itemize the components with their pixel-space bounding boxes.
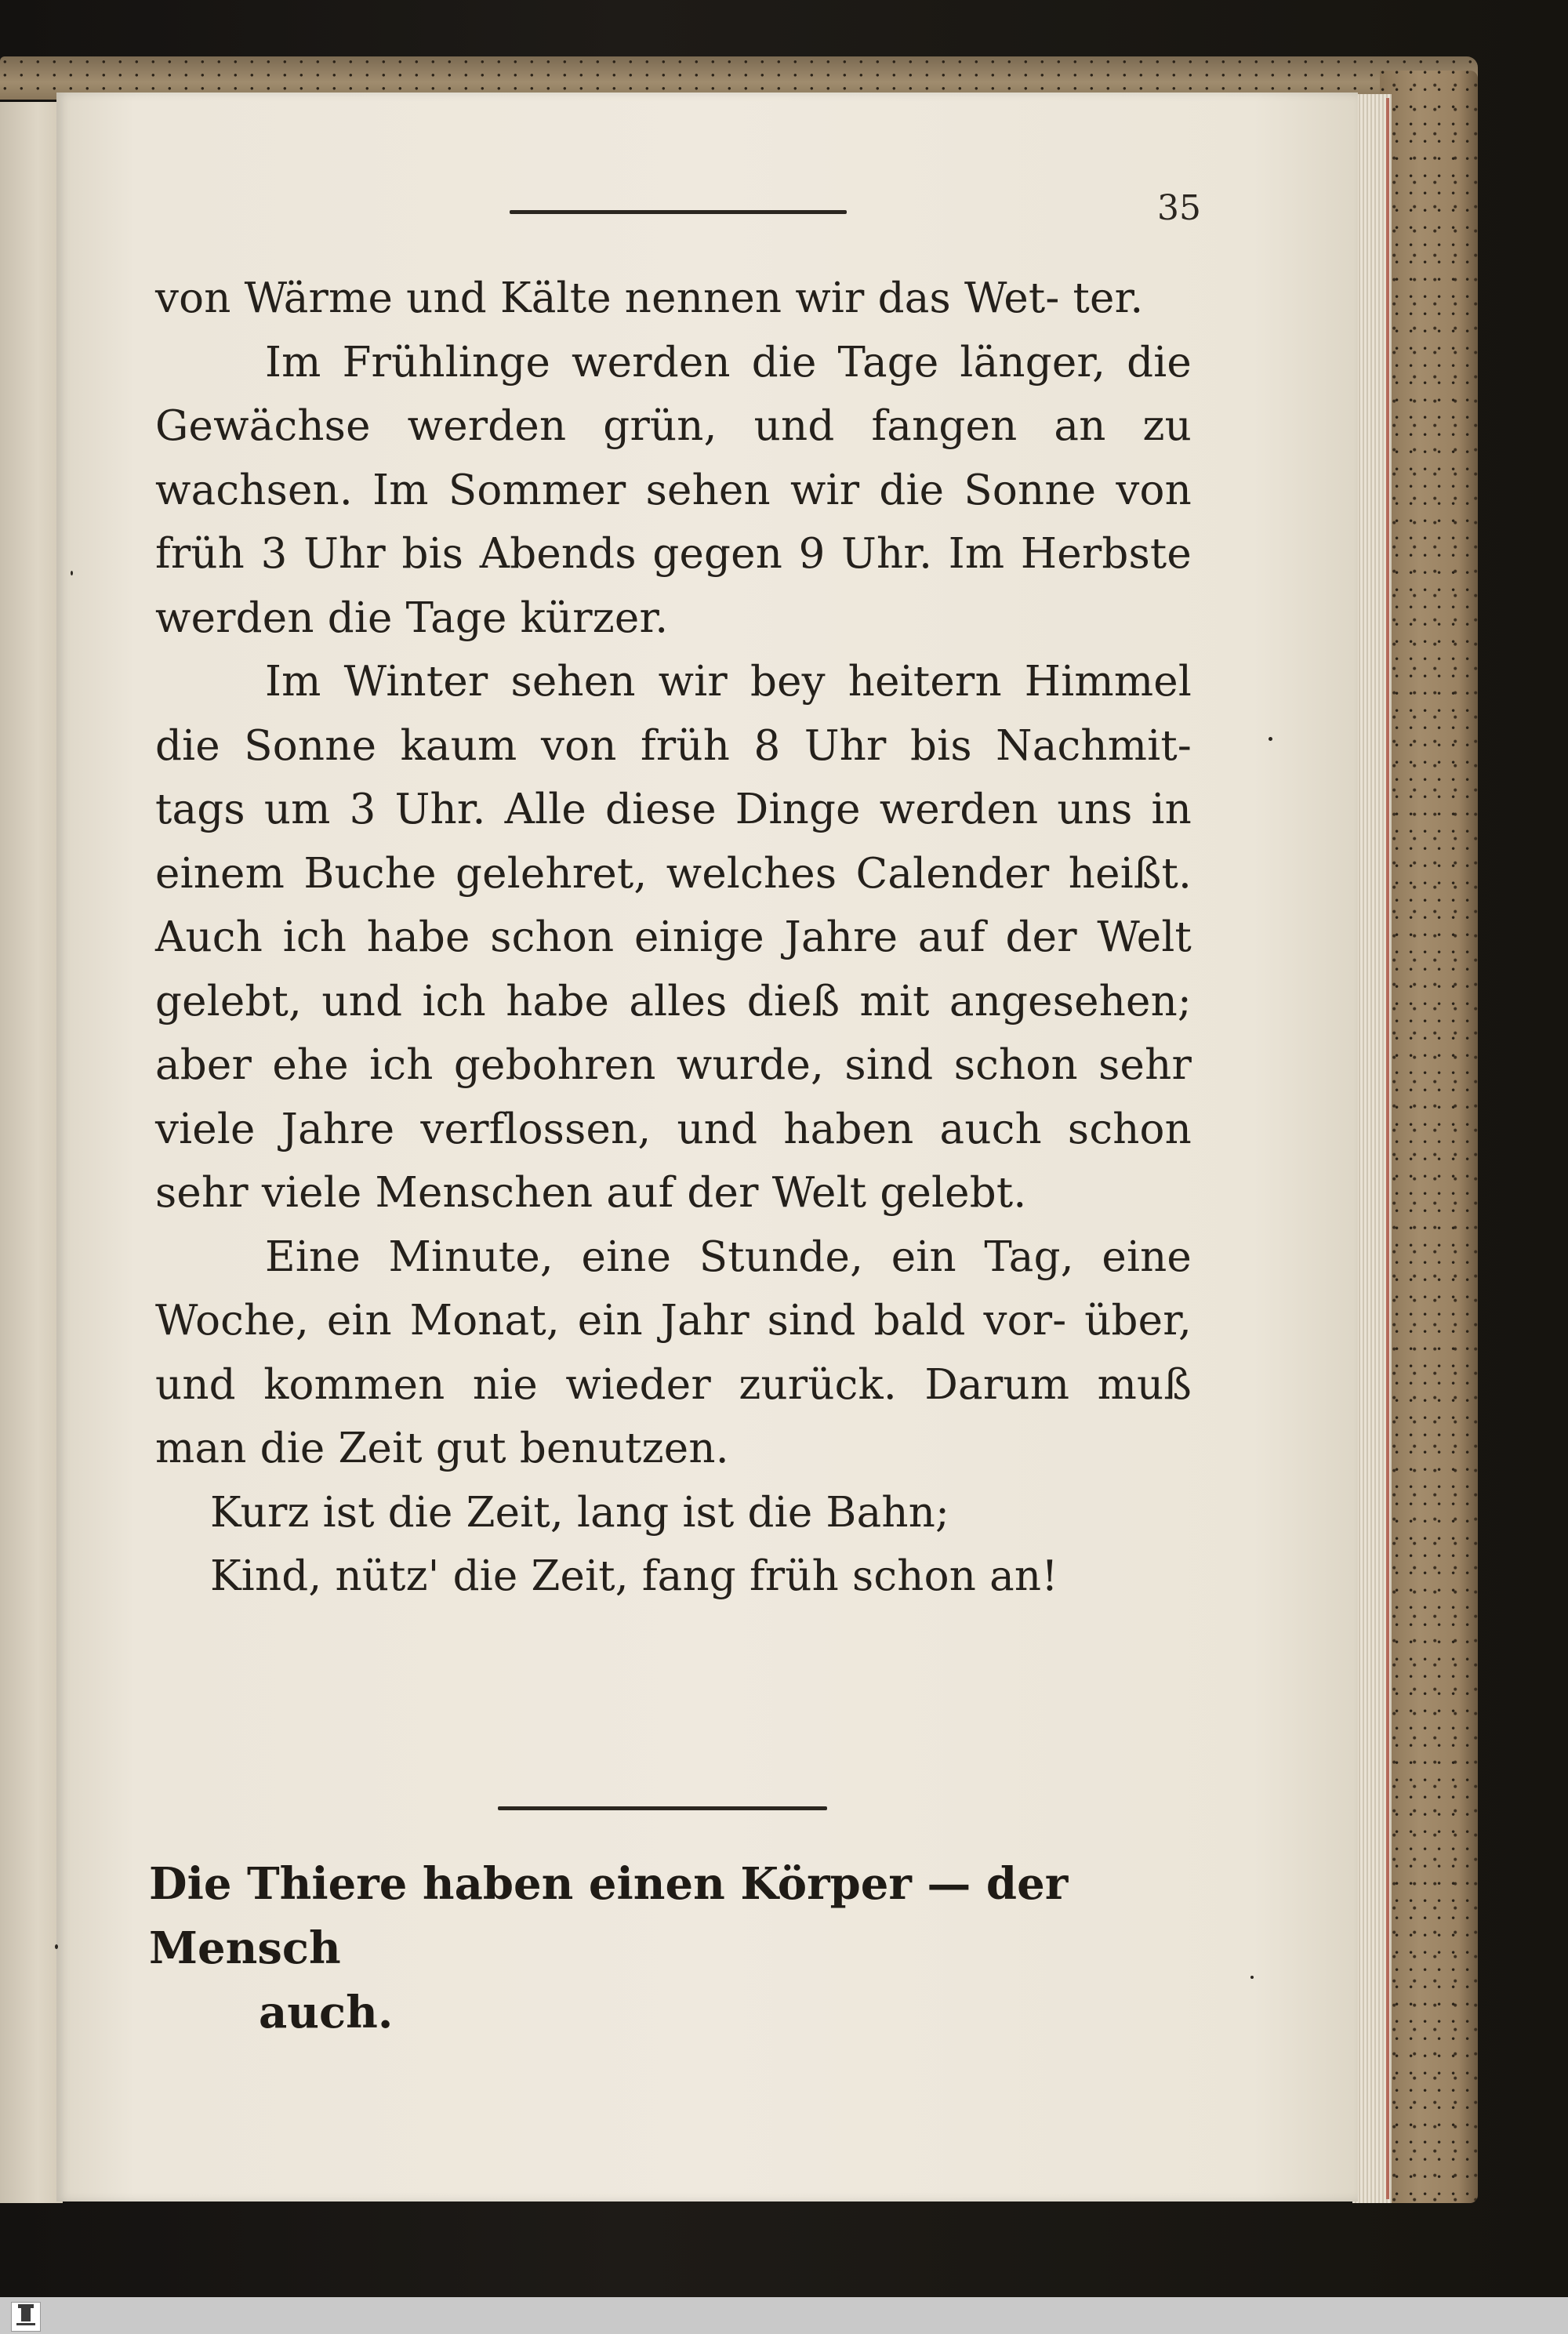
library-logo-icon (11, 2302, 41, 2332)
header-rule (510, 210, 847, 214)
verse-line-2: Kind, nütz' die Zeit, fang früh schon an! (210, 1552, 1058, 1600)
paragraph-4: Eine Minute, eine Stunde, ein Tag, eine Woche, ein Monat, ein Jahr sind bald vor- über, und kommen nie wieder zurück. Darum muß man die Zeit gut benutzen. (155, 1232, 1192, 1472)
section-rule (498, 1806, 827, 1810)
page-number: 35 (1157, 188, 1201, 228)
paper-speck (55, 1944, 58, 1949)
section-heading-line-2: auch. (259, 1987, 394, 2038)
previous-page-edge (0, 102, 63, 2203)
page-body (155, 267, 1192, 1609)
paper-speck (71, 571, 73, 575)
viewer-footer-strip (0, 2297, 1568, 2334)
book-fore-edge (1380, 71, 1478, 2203)
verse-line-1: Kurz ist die Zeit, lang ist die Bahn; (210, 1488, 950, 1537)
paper-speck (1269, 737, 1272, 741)
section-heading (149, 1852, 1200, 2045)
page-edge-red-line (1386, 98, 1389, 2199)
paragraph-2: Im Frühlinge werden die Tage länger, die Gewächse werden grün, und fangen an zu wachsen. Im Sommer sehen wir die Sonne von früh 3 Uhr bis Abends gegen 9 Uhr. Im Herbste werden die Tage kürzer. (155, 338, 1192, 642)
paragraph-1: von Wärme und Kälte nennen wir das Wet- ter. (155, 274, 1144, 322)
paragraph-3: Im Winter sehen wir bey heitern Himmel die Sonne kaum von früh 8 Uhr bis Nachmit- tags um 3 Uhr. Alle diese Dinge werden uns in einem Buche gelehret, welches Calender heißt. Auch ich habe schon einige Jahre auf der Welt gelebt, und ich habe alles dieß mit angesehen; aber ehe ich gebohren wurde, sind schon sehr viele Jahre verflossen, und haben auch schon sehr viele Menschen auf der Welt gelebt. (155, 658, 1192, 1217)
section-heading-line-1: Die Thiere haben einen Körper — der Mensch (149, 1858, 1069, 1974)
paper-speck (1250, 1976, 1254, 1979)
